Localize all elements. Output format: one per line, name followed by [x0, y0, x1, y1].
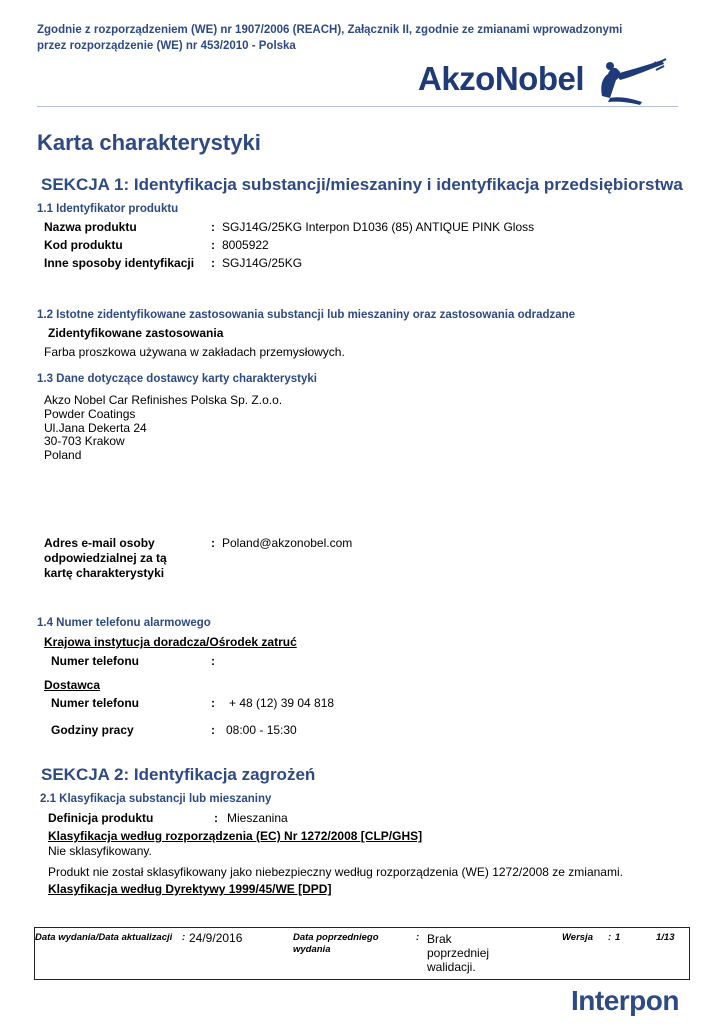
colon: : [211, 220, 215, 234]
interpon-logo: Interpon [571, 985, 679, 1016]
other-id-value: SGJ14G/25KG [222, 256, 303, 270]
supplier-phone-label: Numer telefonu [51, 696, 140, 710]
identified-uses-text: Farba proszkowa używana w zakładach przemysłowych. [44, 345, 345, 359]
section-1-heading: SEKCJA 1: Identyfikacja substancji/mieszaniny i identyfikacja przedsiębiorstwa [41, 175, 683, 194]
address-line: Powder Coatings [44, 406, 136, 421]
akzonobel-figure-icon [590, 56, 680, 106]
supplier-address [44, 394, 282, 463]
address-line: Akzo Nobel Car Refinishes Polska Sp. Z.o.o. [44, 393, 283, 407]
hours-label: Godziny pracy [51, 723, 134, 737]
colon: : [211, 654, 215, 668]
document-title: Karta charakterystyki [37, 130, 261, 155]
colon: : [416, 932, 420, 943]
subsection-2-1-heading: 2.1 Klasyfikacja substancji lub mieszaniny [40, 793, 272, 805]
colon: : [211, 536, 215, 550]
product-code-label: Kod produktu [44, 238, 123, 252]
colon: : [214, 811, 218, 825]
address-line: 30-703 Krakow [44, 434, 125, 449]
email-label-line: kartę charakterystyki [44, 566, 165, 580]
other-id-label: Inne sposoby identyfikacji [44, 256, 195, 270]
clp-classification-heading: Klasyfikacja według rozporządzenia (EC) Nr 1272/2008 [CLP/GHS] [48, 829, 423, 843]
previous-issue-label-line: Data poprzedniego [293, 932, 379, 943]
product-code-value: 8005922 [222, 238, 269, 252]
supplier-label: Dostawca [44, 678, 101, 692]
header-divider [37, 106, 678, 107]
product-definition-label: Definicja produktu [48, 811, 154, 825]
previous-issue-label [293, 932, 379, 956]
footer-box [34, 927, 690, 980]
address-line: Poland [44, 448, 82, 463]
colon: : [211, 238, 215, 252]
previous-issue-value-line: Brak [427, 932, 452, 946]
section-2-heading: SEKCJA 2: Identyfikacja zagrożeń [41, 765, 316, 784]
colon: : [182, 932, 186, 943]
identified-uses-label: Zidentyfikowane zastosowania [48, 326, 224, 340]
regulation-line-1: Zgodnie z rozporządzeniem (WE) nr 1907/2006 (REACH), Załącznik II, zgodnie ze zmianami wprowadzonymi [37, 24, 623, 36]
subsection-1-3-heading: 1.3 Dane dotyczące dostawcy karty charakterystyki [37, 373, 317, 385]
email-label-line: Adres e-mail osoby [44, 536, 155, 550]
regulation-header [37, 22, 622, 54]
issue-date-value: 24/9/2016 [189, 931, 243, 945]
product-definition-value: Mieszanina [227, 811, 288, 825]
page-number: 1/13 [656, 932, 675, 943]
product-name-value: SGJ14G/25KG Interpon D1036 (85) ANTIQUE PINK Gloss [222, 220, 535, 234]
previous-issue-value-line: poprzedniej [427, 946, 490, 960]
address-line: Ul.Jana Dekerta 24 [44, 420, 147, 435]
national-phone-label: Numer telefonu [51, 654, 140, 668]
subsection-1-4-heading: 1.4 Numer telefonu alarmowego [37, 617, 211, 629]
subsection-1-2-heading: 1.2 Istotne zidentyfikowane zastosowania substancji lub mieszaniny oraz zastosowania odradzane [37, 309, 576, 321]
issue-date-label: Data wydania/Data aktualizacji [35, 932, 173, 943]
supplier-phone-value: + 48 (12) 39 04 818 [229, 696, 335, 710]
version-label: Wersja [562, 932, 593, 943]
version-value: 1 [615, 932, 621, 943]
email-label [44, 536, 167, 581]
dpd-classification-heading: Klasyfikacja według Dyrektywy 1999/45/WE [DPD] [48, 882, 332, 896]
product-name-label: Nazwa produktu [44, 220, 137, 234]
regulation-line-2: przez rozporządzenie (WE) nr 453/2010 - Polska [37, 40, 296, 52]
hours-value: 08:00 - 15:30 [226, 723, 297, 737]
logo-wordmark: AkzoNobel [418, 60, 585, 97]
previous-issue-value [427, 932, 489, 974]
email-value: Poland@akzonobel.com [222, 536, 353, 550]
previous-issue-value-line: walidacji. [427, 960, 476, 974]
previous-issue-label-line: wydania [293, 944, 331, 955]
clp-classification-value: Nie sklasyfikowany. [48, 844, 152, 858]
national-body-label: Krajowa instytucja doradcza/Ośrodek zatruć [44, 635, 297, 649]
email-label-line: odpowiedzialnej za tą [44, 551, 167, 565]
colon: : [608, 932, 612, 943]
subsection-1-1-heading: 1.1 Identyfikator produktu [37, 203, 179, 215]
classification-note: Produkt nie został sklasyfikowany jako niebezpieczny według rozporządzenia (WE) 1272/2008 ze zmianami. [48, 865, 623, 879]
colon: : [211, 256, 215, 270]
colon: : [211, 723, 215, 737]
colon: : [211, 696, 215, 710]
